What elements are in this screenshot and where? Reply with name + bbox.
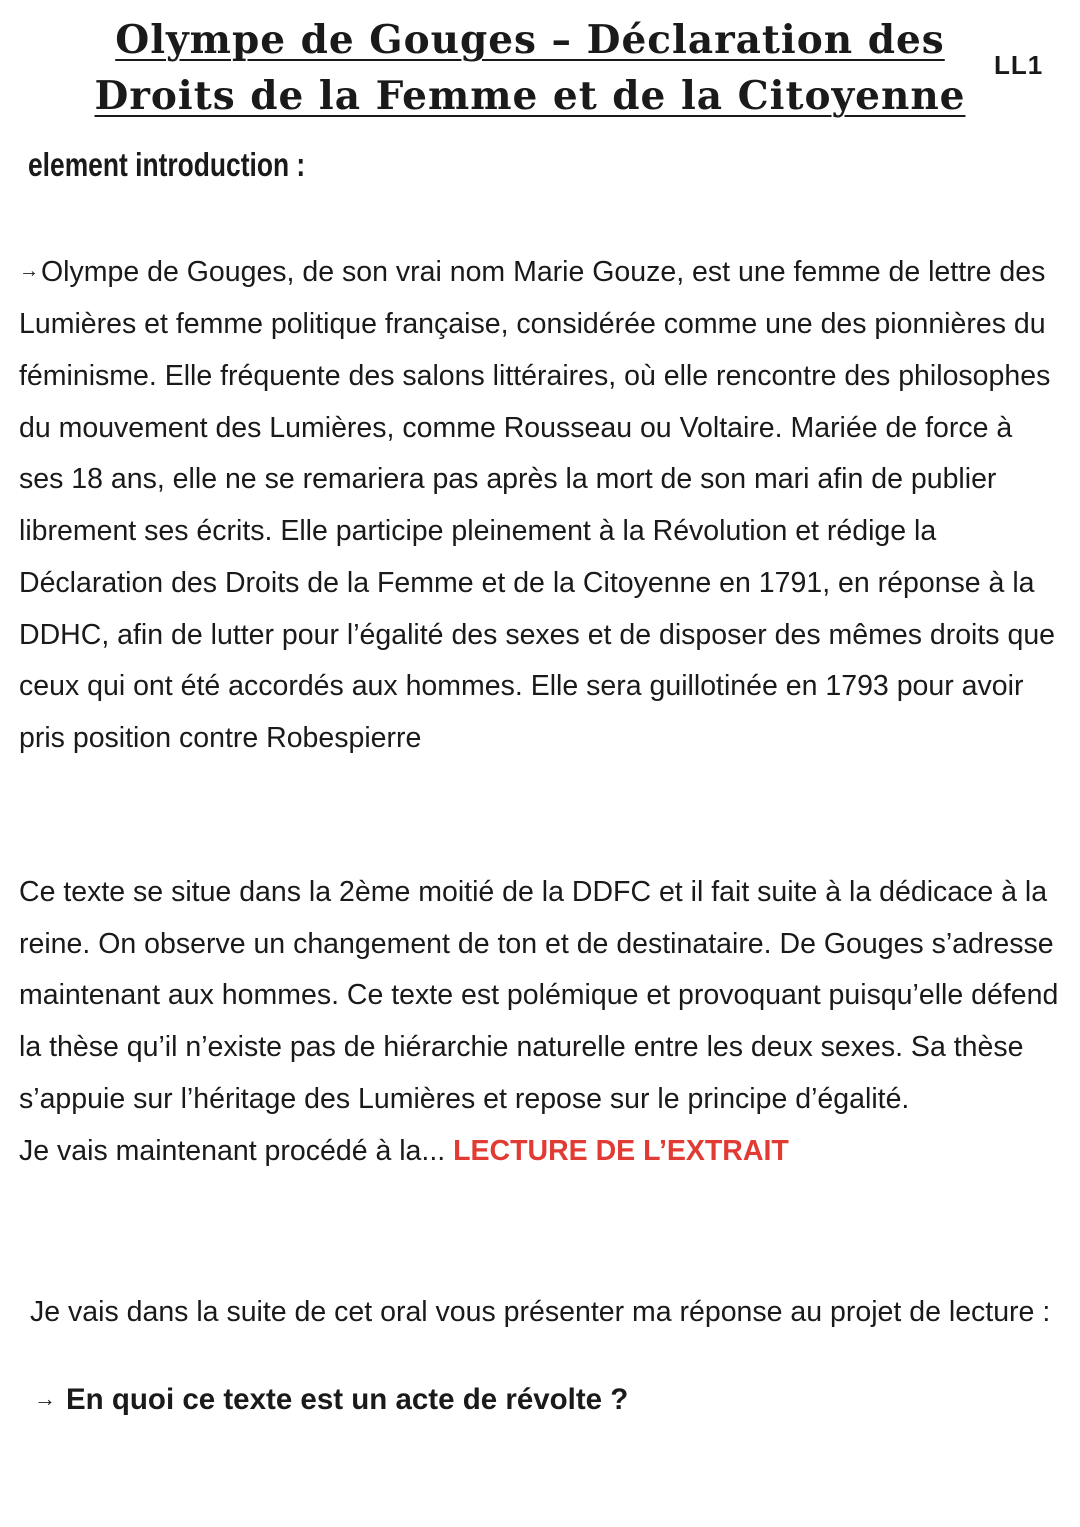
intro-paragraph-text: Olympe de Gouges, de son vrai nom Marie Gouze, est une femme de lettre des Lumières et femme politique française, considérée comme une des pionnières du féminisme. Elle fréquente des salons littéraires, où elle rencontre des philosophes du mouvement des Lumières, comme Rousseau ou Voltaire. Mariée de force à ses 18 ans, elle ne se remariera pas après la mort de son mari afin de publier librement ses écrits. Elle participe pleinement à la Révolution et rédige la Déclaration des Droits de la Femme et de la Citoyenne en 1791, en réponse à la DDHC, afin de lutter pour l’égalité des sexes et de disposer des mêmes droits que ceux qui ont été accordés aux hommes. Elle sera guillotinée en 1793 pour avoir pris position contre Robespierre (19, 256, 1056, 754)
reading-prefix: Je vais maintenant procédé à la... (19, 1134, 446, 1167)
intro-paragraph (19, 247, 1064, 765)
arrow-right-icon: → (19, 259, 39, 282)
document-code: LL1 (994, 50, 1044, 80)
page-title (60, 12, 1000, 124)
arrow-right-icon: → (34, 1386, 56, 1412)
title-line-2: Droits de la Femme et de la Citoyenne (94, 73, 966, 119)
problematic-lead: Je vais dans la suite de cet oral vous présenter ma réponse au projet de lecture : (30, 1296, 1051, 1328)
context-paragraph (19, 867, 1064, 1177)
section-heading: element introduction : (28, 146, 306, 183)
problematic-question-text: En quoi ce texte est un acte de révolte ? (66, 1383, 629, 1416)
title-line-1: Olympe de Gouges – Déclaration des (115, 17, 945, 63)
reading-emphasis: LECTURE DE L’EXTRAIT (453, 1134, 789, 1167)
context-paragraph-text: Ce texte se situe dans la 2ème moitié de la DDFC et il fait suite à la dédicace à la reine. On observe un changement de ton et de destinataire. De Gouges s’adresse maintenant aux hommes. Ce texte est polémique et provoquant puisqu’elle défend la thèse qu’il n’existe pas de hiérarchie naturelle entre les deux sexes. Sa thèse s’appuie sur l’héritage des Lumières et repose sur le principe d’égalité. (19, 876, 1059, 1115)
problematic-question (34, 1378, 628, 1423)
